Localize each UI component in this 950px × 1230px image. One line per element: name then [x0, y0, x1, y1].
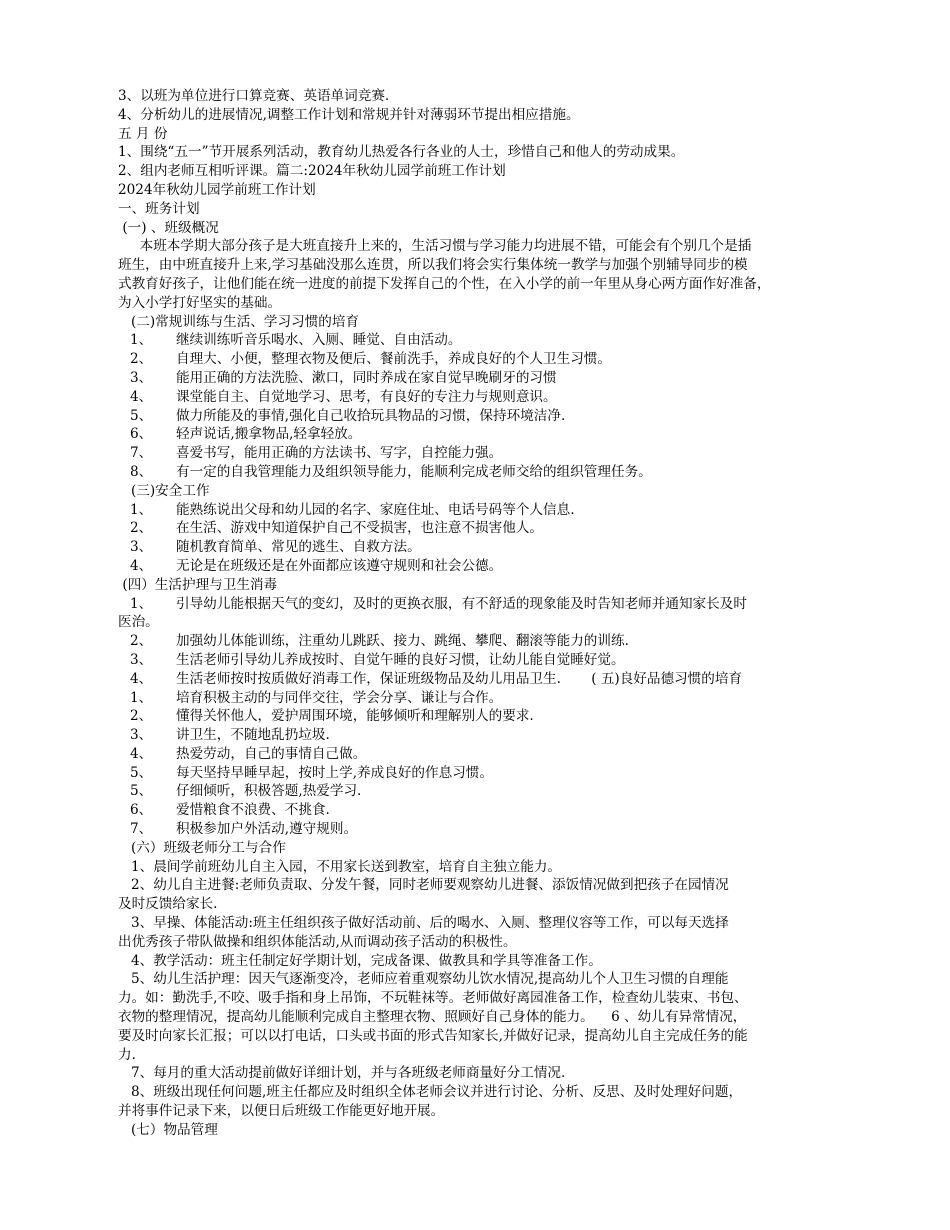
list-item — [118, 764, 863, 783]
list-item — [118, 557, 863, 576]
list-item-text: 继续训练听音乐喝水、入厕、睡觉、自由活动。 — [176, 332, 462, 349]
care-hygiene-heading: (四）生活护理与卫生消毒 — [118, 576, 278, 593]
list-item — [118, 820, 863, 839]
text-line: 力。如：勤洗手,不咬、吸手指和身上吊饰，不玩鞋袜等。老师做好离园准备工作，检查幼儿装束、书包、 — [118, 990, 748, 1007]
list-item — [118, 444, 863, 463]
list-item-number: 2、 — [130, 520, 153, 537]
list-item-number: 5、 — [130, 407, 153, 424]
list-item — [118, 519, 863, 538]
text-line: 7、每月的重大活动提前做好详细计划，并与各班级老师商量好分工情况. — [118, 1065, 566, 1082]
list-item-number: 1、 — [130, 501, 153, 518]
list-item — [118, 538, 863, 557]
list-item-number: 8、 — [130, 463, 153, 480]
list-item-text: 轻声说话,搬拿物品,轻拿轻放。 — [176, 426, 362, 443]
text-line: 出优秀孩子带队做操和组织体能活动,从而调动孩子活动的积极性。 — [118, 933, 517, 950]
list-item-text: 生活老师引导幼儿养成按时、自觉午睡的良好习惯，让幼儿能自觉睡好觉。 — [176, 651, 625, 668]
document-body — [118, 87, 863, 1140]
list-item — [118, 350, 863, 369]
routine-habits-list — [118, 331, 863, 481]
list-item-number: 3、 — [130, 727, 153, 744]
list-item — [118, 501, 863, 520]
list-item-number: 7、 — [130, 445, 153, 462]
moral-habits-list — [118, 689, 863, 839]
list-item-number: 5、 — [130, 783, 153, 800]
list-item-text: 喜爱书写，能用正确的方法读书、写字，自控能力强。 — [176, 445, 503, 462]
text-line: (六）班级老师分工与合作 — [118, 839, 286, 856]
text-line: 2、组内老师互相听评课。篇二:2024年秋幼儿园学前班工作计划 — [118, 163, 506, 180]
list-item-text: 生活老师按时按质做好消毒工作，保证班级物品及幼儿用品卫生. ( 五)良好品德习惯的培育 — [176, 670, 743, 687]
list-item — [118, 463, 863, 482]
list-item — [118, 745, 863, 764]
list-item — [118, 331, 863, 350]
text-line: 并将事件记录下来，以便日后班级工作能更好地开展。 — [118, 1103, 445, 1120]
text-line: 1、围绕“五一”节开展系列活动，教育幼儿热爱各行各业的人士，珍惜自己和他人的劳动成果。 — [118, 144, 685, 161]
text-line: 2024年秋幼儿园学前班工作计划 — [118, 181, 316, 198]
list-item — [118, 801, 863, 820]
list-item-text: 课堂能自主、自觉地学习、思考，有良好的专注力与规则意识。 — [176, 388, 557, 405]
text-line: 5、幼儿生活护理：因天气逐渐变冷，老师应着重观察幼儿饮水情况,提高幼儿个人卫生习惯的自理能 — [118, 971, 729, 988]
text-line: 一、班务计划 — [118, 200, 200, 217]
list-item-text: 加强幼儿体能训练，注重幼儿跳跃、接力、跳绳、攀爬、翻滚等能力的训练. — [176, 633, 629, 650]
list-item-number: 4、 — [130, 388, 153, 405]
list-item-number: 6、 — [130, 802, 153, 819]
list-item-number: 2、 — [130, 351, 153, 368]
list-item-number: 3、 — [130, 539, 153, 556]
list-item — [118, 689, 863, 708]
list-item — [118, 369, 863, 388]
list-item-number: 1、 — [130, 332, 153, 349]
list-item — [118, 670, 863, 689]
text-line: 力. — [118, 1046, 136, 1063]
list-item-number: 1、 — [130, 595, 153, 612]
list-item-number: 3、 — [130, 651, 153, 668]
list-item-text: 每天坚持早睡早起，按时上学,养成良好的作息习惯。 — [176, 764, 493, 781]
list-item-text: 培育积极主动的与同伴交往，学会分享、谦让与合作。 — [176, 689, 503, 706]
text-line: 8、班级出现任何问题,班主任都应及时组织全体老师会议并进行讨论、分析、反思、及时处理好问题， — [118, 1084, 743, 1101]
list-item-number: 5、 — [130, 764, 153, 781]
list-item-text: 做力所能及的事情,强化自己收拾玩具物品的习惯，保持环境洁净. — [176, 407, 566, 424]
list-item-text: 引导幼儿能根据天气的变幻，及时的更换衣服，有不舒适的现象能及时告知老师并通知家长及时 — [176, 595, 747, 612]
list-item-text: 能熟练说出父母和幼儿园的名字、家庭住址、电话号码等个人信息. — [176, 501, 575, 518]
list-item-number: 4、 — [130, 557, 153, 574]
list-item — [118, 595, 863, 614]
list-item — [118, 388, 863, 407]
list-item-text: 热爱劳动，自己的事情自己做。 — [176, 745, 367, 762]
list-item — [118, 632, 863, 651]
safety-heading: (三)安全工作 — [118, 482, 210, 499]
list-item — [118, 425, 863, 444]
list-item-text: 自理大、小便，整理衣物及便后、餐前洗手，养成良好的个人卫生习惯。 — [176, 351, 611, 368]
text-line: 班生，由中班直接升上来,学习基础没那么连贯，所以我们将会实行集体统一教学与加强个别辅导同步的模 — [118, 257, 748, 274]
list-item-number: 6、 — [130, 426, 153, 443]
list-item-text: 仔细倾听，积极答题,热爱学习. — [176, 783, 362, 800]
list-item-number: 1、 — [130, 689, 153, 706]
list-item-text: 爱惜粮食不浪费、不挑食. — [176, 802, 330, 819]
list-item — [118, 707, 863, 726]
text-line: 3、早操、体能活动:班主任组织孩子做好活动前、后的喝水、入厕、整理仪容等工作，可以每天选择 — [118, 915, 729, 932]
list-item — [118, 613, 863, 632]
text-line: 1、晨间学前班幼儿自主入园，不用家长送到教室，培育自主独立能力。 — [118, 858, 562, 875]
care-hygiene-list — [118, 595, 863, 689]
text-line: 为入小学打好坚实的基础。 — [118, 294, 282, 311]
list-item-number: 4、 — [130, 670, 153, 687]
list-item-text: 无论是在班级还是在外面都应该遵守规则和社会公德。 — [176, 557, 503, 574]
text-line: 五 月 份 — [118, 125, 168, 142]
intro-section — [118, 87, 863, 331]
text-line: 要及时向家长汇报；可以以打电话，口头或书面的形式告知家长,并做好记录，提高幼儿自主完成任务的能 — [118, 1027, 748, 1044]
text-line: 4、教学活动：班主任制定好学期计划，完成备课、做教具和学具等准备工作。 — [118, 952, 602, 969]
list-item-number: 2、 — [130, 708, 153, 725]
text-line: 及时反馈给家长. — [118, 896, 218, 913]
list-item-text: 讲卫生，不随地乱扔垃圾. — [176, 727, 330, 744]
list-item-text: 积极参加户外活动,遵守规则。 — [176, 821, 358, 838]
text-line: 2、幼儿自主进餐:老师负责取、分发午餐，同时老师要观察幼儿进餐、添饭情况做到把孩子在园情况 — [118, 877, 729, 894]
text-line: 4、分析幼儿的进展情况,调整工作计划和常规并针对薄弱环节提出相应措施。 — [118, 106, 580, 123]
teacher-duties-section — [118, 839, 863, 1140]
list-item — [118, 651, 863, 670]
list-item-number: 4、 — [130, 745, 153, 762]
text-line: 衣物的整理情况，提高幼儿能顺利完成自主整理衣物、照顾好自己身体的能力。 6 、幼儿有异常情况， — [118, 1009, 747, 1026]
list-item-number: 2、 — [130, 633, 153, 650]
safety-list — [118, 501, 863, 576]
text-line: (七）物品管理 — [118, 1121, 218, 1138]
list-item-text: 医治。 — [118, 614, 159, 631]
list-item-text: 有一定的自我管理能力及组织领导能力，能顺利完成老师交给的组织管理任务。 — [176, 463, 652, 480]
list-item-number: 7、 — [130, 821, 153, 838]
list-item-text: 懂得关怀他人，爱护周围环境，能够倾听和理解别人的要求. — [176, 708, 534, 725]
text-line: 3、以班为单位进行口算竞赛、英语单词竞赛. — [118, 88, 390, 104]
list-item — [118, 407, 863, 426]
text-line: (二)常规训练与生活、学习习惯的培育 — [118, 313, 360, 330]
text-line: (一) 、班级概况 — [118, 219, 219, 236]
list-item-text: 能用正确的方法洗脸、漱口，同时养成在家自觉早晚刷牙的习惯 — [176, 369, 557, 386]
list-item — [118, 782, 863, 801]
text-line: 式教育好孩子，让他们能在统一进度的前提下发挥自己的个性，在入小学的前一年里从身心两方面作好准备， — [118, 275, 771, 292]
list-item — [118, 726, 863, 745]
list-item-number: 3、 — [130, 369, 153, 386]
list-item-text: 随机教育简单、常见的逃生、自救方法。 — [176, 539, 421, 556]
list-item-text: 在生活、游戏中知道保护自己不受损害，也注意不损害他人。 — [176, 520, 544, 537]
text-line: 本班本学期大部分孩子是大班直接升上来的，生活习惯与学习能力均进展不错，可能会有个别几个是插 — [118, 238, 752, 255]
